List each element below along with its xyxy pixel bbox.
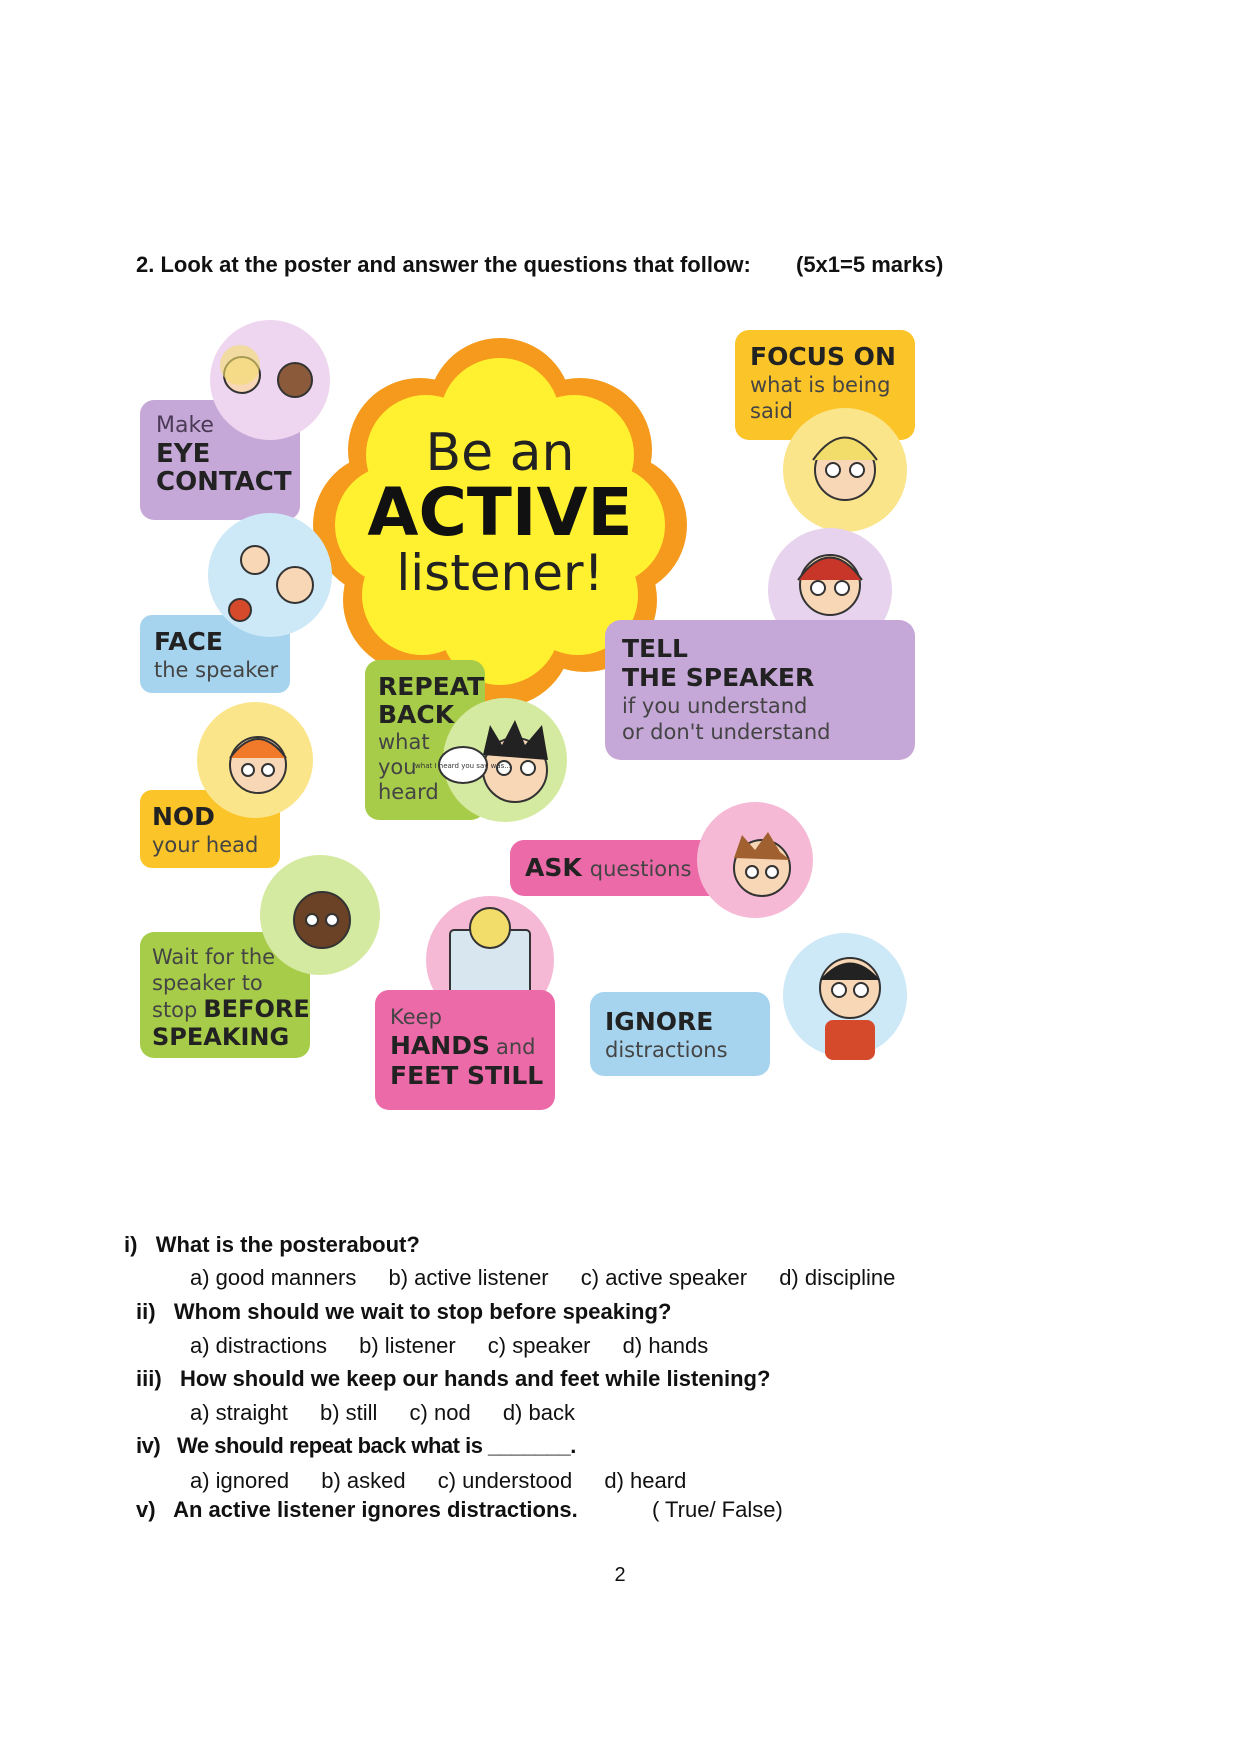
marks-label: (5x1=5 marks)	[796, 252, 944, 277]
card-hands-feet-line2a: HANDS	[390, 1031, 490, 1060]
question-4	[136, 1433, 576, 1459]
card-focus-on	[735, 330, 915, 532]
card-tell-speaker-line4: or don't understand	[622, 720, 831, 744]
question-3-option-d: d) back	[502, 1400, 575, 1425]
question-1-option-a: a) good manners	[190, 1265, 357, 1290]
question-2-option-b: b) listener	[359, 1333, 456, 1358]
card-repeat-back-line2: BACK	[378, 700, 455, 729]
card-wait-line3	[152, 995, 310, 1023]
question-3-option-b: b) still	[319, 1400, 378, 1425]
card-nod	[140, 702, 313, 868]
card-wait-line2: speaker to	[152, 971, 263, 995]
card-tell-speaker-line3: if you understand	[622, 694, 808, 718]
card-face-line1: FACE	[154, 627, 223, 656]
card-repeat-back-line4: you	[378, 755, 417, 779]
card-hands-feet-line1: Keep	[390, 1005, 442, 1029]
question-4-text: We should repeat back what is _______.	[177, 1433, 576, 1458]
question-instruction: 2. Look at the poster and answer the questions that follow:	[136, 252, 751, 277]
question-4-option-d: d) heard	[604, 1468, 687, 1493]
card-eye-contact	[140, 320, 330, 520]
question-1-option-d: d) discipline	[779, 1265, 896, 1290]
card-hands-feet	[375, 896, 555, 1110]
card-tell-speaker-line1: TELL	[622, 634, 688, 663]
question-3-options	[190, 1400, 601, 1426]
question-3-number: iii)	[136, 1366, 162, 1391]
card-ask-text	[525, 853, 691, 882]
card-wait-line1: Wait for the	[152, 945, 276, 969]
question-2-option-d: d) hands	[622, 1333, 709, 1358]
question-2-number: ii)	[136, 1299, 156, 1324]
question-3-text: How should we keep our hands and feet while listening?	[180, 1366, 771, 1391]
active-listener-poster	[130, 320, 950, 1210]
question-5-number: v)	[136, 1497, 156, 1522]
card-ask-bold: ASK	[525, 853, 582, 882]
question-2-options	[190, 1333, 734, 1359]
question-3-option-a: a) straight	[190, 1400, 288, 1425]
question-1-options	[190, 1265, 921, 1291]
card-repeat-back-line3: what	[378, 730, 430, 754]
question-1-number: i)	[124, 1232, 138, 1257]
card-wait-line3a: stop	[152, 998, 198, 1022]
question-3-option-c: c) nod	[409, 1400, 471, 1425]
card-ignore-line1: IGNORE	[605, 1007, 714, 1036]
card-eye-contact-line1: Make	[156, 413, 214, 438]
card-repeat-back-line5: heard	[378, 780, 439, 804]
card-wait	[140, 855, 380, 1058]
poster-title-line2: ACTIVE	[367, 474, 633, 551]
card-ask	[510, 802, 813, 918]
card-focus-on-line1: FOCUS ON	[750, 342, 896, 371]
poster-title-line3: listener!	[396, 544, 604, 602]
card-ask-rest: questions	[589, 857, 692, 881]
card-hands-feet-line2b: and	[495, 1035, 536, 1059]
question-1-text: What is the posterabout?	[155, 1232, 420, 1257]
card-hands-feet-line3: FEET STILL	[390, 1061, 544, 1090]
card-face	[140, 513, 332, 693]
true-false-prompt: ( True/ False)	[652, 1497, 783, 1522]
card-ignore	[590, 933, 907, 1076]
card-wait-line4: SPEAKING	[152, 1023, 290, 1051]
card-focus-on-line3: said	[750, 399, 793, 423]
question-3	[136, 1366, 770, 1392]
card-hands-feet-line2	[390, 1031, 535, 1060]
question-4-option-c: c) understood	[437, 1468, 573, 1493]
question-4-option-a: a) ignored	[190, 1468, 290, 1493]
question-2-text: Whom should we wait to stop before speaking?	[173, 1299, 672, 1324]
page-number: 2	[614, 1564, 626, 1586]
question-5-text: An active listener ignores distractions.	[173, 1497, 578, 1522]
card-tell-speaker-line2: THE SPEAKER	[622, 663, 815, 692]
question-4-options	[190, 1468, 712, 1494]
question-1-option-c: c) active speaker	[580, 1265, 748, 1290]
card-repeat-back-line1: REPEAT	[378, 672, 485, 701]
card-ignore-line2: distractions	[605, 1038, 728, 1062]
question-heading	[136, 252, 956, 278]
question-4-number: iv)	[136, 1433, 161, 1458]
poster-title-line1: Be an	[425, 423, 575, 483]
question-2-option-c: c) speaker	[487, 1333, 591, 1358]
card-face-line2: the speaker	[154, 658, 279, 682]
speech-bubble-text: what I heard you say was...	[415, 762, 511, 770]
question-2	[136, 1299, 671, 1325]
question-4-option-b: b) asked	[321, 1468, 406, 1493]
card-eye-contact-line3: CONTACT	[156, 467, 292, 497]
question-1-option-b: b) active listener	[388, 1265, 549, 1290]
card-eye-contact-line2: EYE	[156, 439, 211, 469]
card-nod-line2: your head	[152, 833, 259, 857]
card-wait-line3b: BEFORE	[203, 995, 310, 1023]
question-5	[136, 1497, 578, 1523]
question-2-option-a: a) distractions	[190, 1333, 327, 1358]
card-nod-line1: NOD	[152, 802, 215, 831]
card-focus-on-line2: what is being	[750, 373, 891, 397]
question-1	[124, 1232, 420, 1258]
